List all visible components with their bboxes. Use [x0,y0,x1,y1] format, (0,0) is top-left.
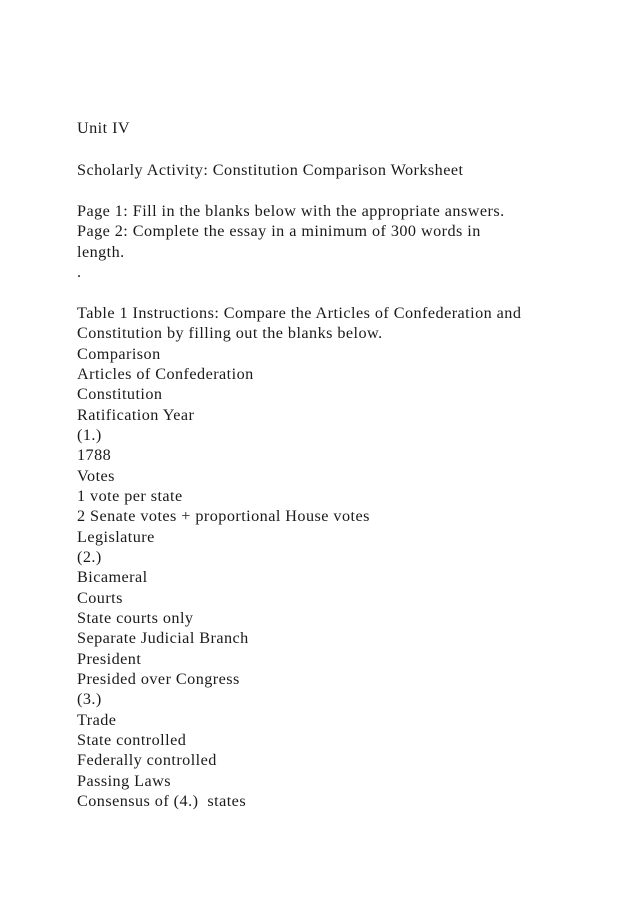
table-header-comparison: Comparison [77,345,161,363]
table-cell: Presided over Congress [77,670,240,688]
table-cell: Trade [77,711,117,729]
table-cell-blank: (3.) [77,690,102,708]
table-cell: Passing Laws [77,772,171,790]
table-header-constitution: Constitution [77,385,163,403]
instruction-line: Page 2: Complete the essay in a minimum of 300 words in [77,222,481,240]
table-instruction-line: Constitution by filling out the blanks below. [77,324,383,342]
table-cell-blank: (1.) [77,426,102,444]
instruction-line: length. [77,243,125,261]
table-cell: Legislature [77,528,155,546]
table-cell: Ratification Year [77,406,195,424]
table-cell-blank: (2.) [77,548,102,566]
table-cell: Federally controlled [77,751,217,769]
table-cell: Separate Judicial Branch [77,629,249,647]
table-cell: 1 vote per state [77,487,183,505]
table-cell-blank: Consensus of (4.) states [77,792,247,810]
table-cell: State courts only [77,609,194,627]
table-cell: Courts [77,589,123,607]
instruction-dot: . [77,263,82,281]
worksheet-title: Scholarly Activity: Constitution Comparison Worksheet [77,161,464,179]
table-header-articles: Articles of Confederation [77,365,254,383]
unit-label: Unit IV [77,119,131,137]
table-cell: Votes [77,467,115,485]
table-cell: Bicameral [77,568,148,586]
table-cell: 2 Senate votes + proportional House votes [77,507,370,525]
table-cell: President [77,650,142,668]
table-cell: State controlled [77,731,187,749]
instruction-line: Page 1: Fill in the blanks below with the appropriate answers. [77,202,505,220]
table-instruction-line: Table 1 Instructions: Compare the Articles of Confederation and [77,304,522,322]
table-cell: 1788 [77,446,112,464]
